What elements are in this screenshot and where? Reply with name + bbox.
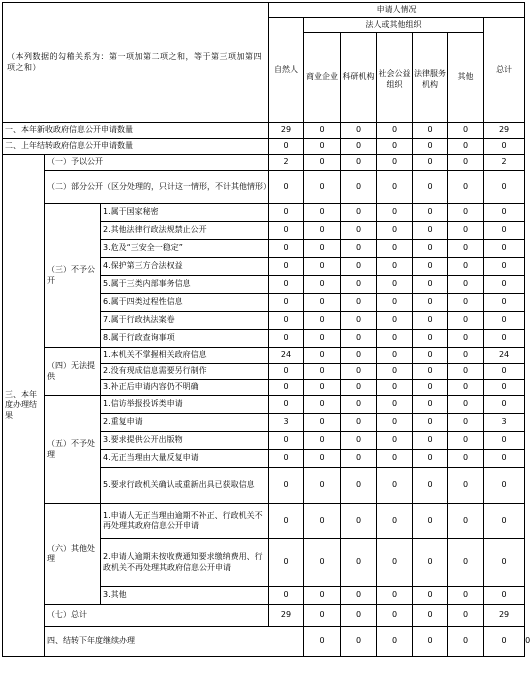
cell: 0 — [448, 539, 484, 587]
table-row — [3, 396, 525, 414]
cell: 0 — [448, 222, 484, 240]
group-label-other-handling: （六）其他处理 — [45, 504, 101, 605]
cell: 0 — [304, 204, 341, 222]
cell: 0 — [448, 330, 484, 348]
cell: 0 — [377, 123, 413, 139]
cell: 0 — [269, 468, 304, 504]
cell: 0 — [304, 276, 341, 294]
row-label: 6.属于四类过程性信息 — [101, 294, 269, 312]
cell: 0 — [448, 204, 484, 222]
cell: 0 — [413, 587, 448, 605]
cell: 0 — [448, 380, 484, 396]
cell: 0 — [377, 432, 413, 450]
row-carried-over — [3, 139, 525, 155]
cell: 0 — [413, 312, 448, 330]
header-other: 其他 — [448, 33, 484, 123]
header-total: 总计 — [484, 18, 525, 123]
cell: 0 — [448, 123, 484, 139]
cell: 0 — [341, 139, 377, 155]
cell: 0 — [341, 587, 377, 605]
cell: 0 — [448, 432, 484, 450]
cell: 0 — [377, 587, 413, 605]
cell: 0 — [413, 276, 448, 294]
cell: 0 — [269, 276, 304, 294]
row-label: 8.属于行政查询事项 — [101, 330, 269, 348]
cell: 0 — [377, 330, 413, 348]
row-label: 1.属于国家秘密 — [101, 204, 269, 222]
cell: 0 — [304, 330, 341, 348]
section-results-label: 三、本年度办理结果 — [3, 155, 45, 657]
cell: 0 — [413, 155, 448, 171]
cell: 0 — [413, 364, 448, 380]
cell: 0 — [377, 312, 413, 330]
cell: 0 — [269, 312, 304, 330]
cell: 0 — [304, 587, 341, 605]
row-label: 2.没有现成信息需要另行制作 — [101, 364, 269, 380]
row-label: 2.重复申请 — [101, 414, 269, 432]
cell: 0 — [269, 258, 304, 276]
cell: 0 — [413, 450, 448, 468]
cell: 0 — [484, 380, 525, 396]
cell: 0 — [484, 396, 525, 414]
cell: 0 — [484, 539, 525, 587]
cell: 0 — [341, 468, 377, 504]
cell: 0 — [448, 364, 484, 380]
cell: 0 — [341, 312, 377, 330]
cell: 0 — [448, 276, 484, 294]
row-label: （一）予以公开 — [45, 155, 269, 171]
cell: 0 — [304, 396, 341, 414]
cell: 0 — [269, 432, 304, 450]
cell: 0 — [448, 258, 484, 276]
row-label: 5.要求行政机关确认或重新出具已获取信息 — [101, 468, 269, 504]
cell: 0 — [484, 468, 525, 504]
cell: 0 — [377, 468, 413, 504]
cell: 0 — [341, 539, 377, 587]
header-legal: 法人或其他组织 — [304, 18, 484, 33]
table-row — [3, 348, 525, 364]
cell: 0 — [269, 171, 304, 204]
row-label: 四、结转下年度继续办理 — [45, 627, 304, 657]
row-label: 一、本年新收政府信息公开申请数量 — [3, 123, 269, 139]
cell: 0 — [304, 123, 341, 139]
row-carry-forward: 四、结转下年度继续办理 0 0 0 0 0 0 0 — [3, 627, 525, 657]
row-label: 2.其他法律行政法规禁止公开 — [101, 222, 269, 240]
cell: 0 — [484, 276, 525, 294]
cell: 0 — [448, 312, 484, 330]
cell: 0 — [413, 330, 448, 348]
cell: 0 — [304, 258, 341, 276]
table-row — [3, 504, 525, 539]
cell: 0 — [413, 240, 448, 258]
group-label-not-processed: （五）不予处理 — [45, 396, 101, 504]
disclosure-table — [2, 2, 530, 657]
cell: 0 — [448, 139, 484, 155]
cell: 0 — [304, 414, 341, 432]
cell: 0 — [304, 312, 341, 330]
row-label: 4.保护第三方合法权益 — [101, 258, 269, 276]
row-partially-disclosed — [3, 171, 525, 204]
cell: 0 — [377, 627, 413, 657]
cell: 0 — [484, 330, 525, 348]
header-social: 社会公益组织 — [377, 33, 413, 123]
cell: 0 — [448, 627, 484, 657]
row-label: 3.危及“三安全一稳定” — [101, 240, 269, 258]
row-label: 5.属于三类内部事务信息 — [101, 276, 269, 294]
cell: 0 — [377, 258, 413, 276]
cell: 0 — [269, 294, 304, 312]
cell: 0 — [304, 432, 341, 450]
cell: 0 — [484, 504, 525, 539]
cell: 0 — [304, 605, 341, 627]
row-label: 3.其他 — [101, 587, 269, 605]
cell: 0 — [413, 468, 448, 504]
cell: 0 — [448, 587, 484, 605]
cell: 0 — [304, 468, 341, 504]
cell: 0 — [304, 240, 341, 258]
cell: 0 — [341, 432, 377, 450]
cell: 0 — [484, 364, 525, 380]
row-new-requests — [3, 123, 525, 139]
cell: 0 — [377, 396, 413, 414]
cell: 0 — [484, 312, 525, 330]
cell: 0 — [484, 294, 525, 312]
cell: 0 — [269, 364, 304, 380]
cell: 0 — [269, 539, 304, 587]
cell: 2 — [484, 155, 525, 171]
cell: 0 — [484, 432, 525, 450]
cell: 0 — [484, 627, 525, 657]
cell: 0 — [413, 605, 448, 627]
row-label: 二、上年结转政府信息公开申请数量 — [3, 139, 269, 155]
cell: 0 — [341, 171, 377, 204]
cell: 0 — [377, 276, 413, 294]
cell: 2 — [269, 155, 304, 171]
cell: 0 — [413, 504, 448, 539]
cell: 0 — [269, 222, 304, 240]
cell: 29 — [269, 605, 304, 627]
cell: 0 — [448, 504, 484, 539]
group-label-not-disclosed: （三）不予公开 — [45, 204, 101, 348]
cell: 0 — [341, 605, 377, 627]
cell: 0 — [341, 450, 377, 468]
cell: 0 — [341, 414, 377, 432]
cell: 0 — [448, 294, 484, 312]
cell: 0 — [304, 380, 341, 396]
cell: 0 — [341, 222, 377, 240]
cell: 0 — [377, 222, 413, 240]
cell: 0 — [377, 450, 413, 468]
cell: 0 — [341, 504, 377, 539]
cell: 0 — [341, 396, 377, 414]
header-note: （本列数据的勾稽关系为：第一项加第二项之和，等于第三项加第四项之和） — [3, 3, 269, 123]
cell: 0 — [377, 348, 413, 364]
cell: 0 — [413, 204, 448, 222]
cell: 0 — [413, 414, 448, 432]
cell: 0 — [448, 240, 484, 258]
row-label: 1.申请人无正当理由逾期不补正、行政机关不再处理其政府信息公开申请 — [101, 504, 269, 539]
cell: 0 — [304, 504, 341, 539]
group-label-unavailable: （四）无法提供 — [45, 348, 101, 396]
cell: 0 — [484, 222, 525, 240]
cell: 0 — [304, 222, 341, 240]
row-label: 3.补正后申请内容仍不明确 — [101, 380, 269, 396]
cell: 0 — [484, 258, 525, 276]
cell: 24 — [269, 348, 304, 364]
cell: 0 — [341, 123, 377, 139]
row-label: 4.无正当理由大量反复申请 — [101, 450, 269, 468]
header-business: 商业企业 — [304, 33, 341, 123]
cell: 0 — [377, 605, 413, 627]
cell: 0 — [304, 627, 341, 657]
cell: 0 — [484, 204, 525, 222]
cell: 0 — [269, 504, 304, 539]
cell: 0 — [413, 222, 448, 240]
row-label: 3.要求提供公开出版物 — [101, 432, 269, 450]
cell: 0 — [413, 627, 448, 657]
cell: 0 — [484, 587, 525, 605]
cell: 0 — [341, 276, 377, 294]
cell: 0 — [304, 155, 341, 171]
cell: 0 — [341, 155, 377, 171]
cell: 0 — [413, 380, 448, 396]
cell: 0 — [377, 504, 413, 539]
cell: 0 — [413, 171, 448, 204]
cell: 0 — [413, 396, 448, 414]
cell: 0 — [377, 364, 413, 380]
cell: 0 — [377, 380, 413, 396]
cell: 0 — [304, 364, 341, 380]
cell: 0 — [269, 240, 304, 258]
cell: 0 — [341, 364, 377, 380]
cell: 0 — [377, 539, 413, 587]
row-label: （二）部分公开（区分处理的，只计这一情形，不计其他情形） — [45, 171, 269, 204]
cell: 0 — [484, 240, 525, 258]
cell: 0 — [377, 155, 413, 171]
header-research: 科研机构 — [341, 33, 377, 123]
cell: 0 — [269, 139, 304, 155]
cell: 24 — [484, 348, 525, 364]
cell: 0 — [269, 450, 304, 468]
cell: 0 — [413, 139, 448, 155]
cell: 0 — [304, 294, 341, 312]
cell: 0 — [448, 171, 484, 204]
header-law: 法律服务机构 — [413, 33, 448, 123]
header-applicant: 申请人情况 — [269, 3, 525, 18]
cell: 29 — [484, 605, 525, 627]
cell: 0 — [448, 396, 484, 414]
row-label: （七）总计 — [45, 605, 269, 627]
cell: 0 — [304, 171, 341, 204]
cell: 0 — [341, 294, 377, 312]
row-disclosed — [3, 155, 525, 171]
cell: 0 — [448, 414, 484, 432]
cell: 0 — [377, 139, 413, 155]
cell: 29 — [269, 123, 304, 139]
cell: 0 — [448, 605, 484, 627]
cell: 0 — [341, 204, 377, 222]
cell: 0 — [269, 330, 304, 348]
row-label: 1.本机关不掌握相关政府信息 — [101, 348, 269, 364]
cell: 0 — [377, 240, 413, 258]
cell: 0 — [413, 539, 448, 587]
table-row — [3, 204, 525, 222]
cell: 0 — [484, 450, 525, 468]
cell: 0 — [413, 432, 448, 450]
cell: 0 — [269, 380, 304, 396]
cell: 0 — [413, 294, 448, 312]
header-natural: 自然人 — [269, 18, 304, 123]
cell: 0 — [448, 348, 484, 364]
cell: 0 — [377, 294, 413, 312]
cell: 0 — [377, 414, 413, 432]
cell: 0 — [413, 348, 448, 364]
row-label: 7.属于行政执法案卷 — [101, 312, 269, 330]
row-label: 1.信访举报投诉类申请 — [101, 396, 269, 414]
cell: 0 — [341, 627, 377, 657]
cell: 0 — [341, 330, 377, 348]
cell: 0 — [341, 258, 377, 276]
cell: 0 — [484, 171, 525, 204]
cell: 0 — [377, 204, 413, 222]
cell: 3 — [484, 414, 525, 432]
cell: 0 — [304, 539, 341, 587]
cell: 0 — [448, 450, 484, 468]
cell: 0 — [377, 171, 413, 204]
row-subtotal — [3, 605, 525, 627]
cell: 0 — [341, 348, 377, 364]
cell: 0 — [413, 258, 448, 276]
cell: 0 — [341, 240, 377, 258]
cell: 0 — [269, 396, 304, 414]
cell: 0 — [413, 123, 448, 139]
cell: 0 — [448, 155, 484, 171]
cell: 0 — [304, 348, 341, 364]
cell: 0 — [269, 204, 304, 222]
cell: 29 — [484, 123, 525, 139]
cell: 0 — [484, 139, 525, 155]
cell: 3 — [269, 414, 304, 432]
cell: 0 — [304, 450, 341, 468]
cell: 0 — [341, 380, 377, 396]
row-label: 2.申请人逾期未按收费通知要求缴纳费用、行政机关不再处理其政府信息公开申请 — [101, 539, 269, 587]
cell: 0 — [448, 468, 484, 504]
cell: 0 — [304, 139, 341, 155]
cell: 0 — [269, 587, 304, 605]
